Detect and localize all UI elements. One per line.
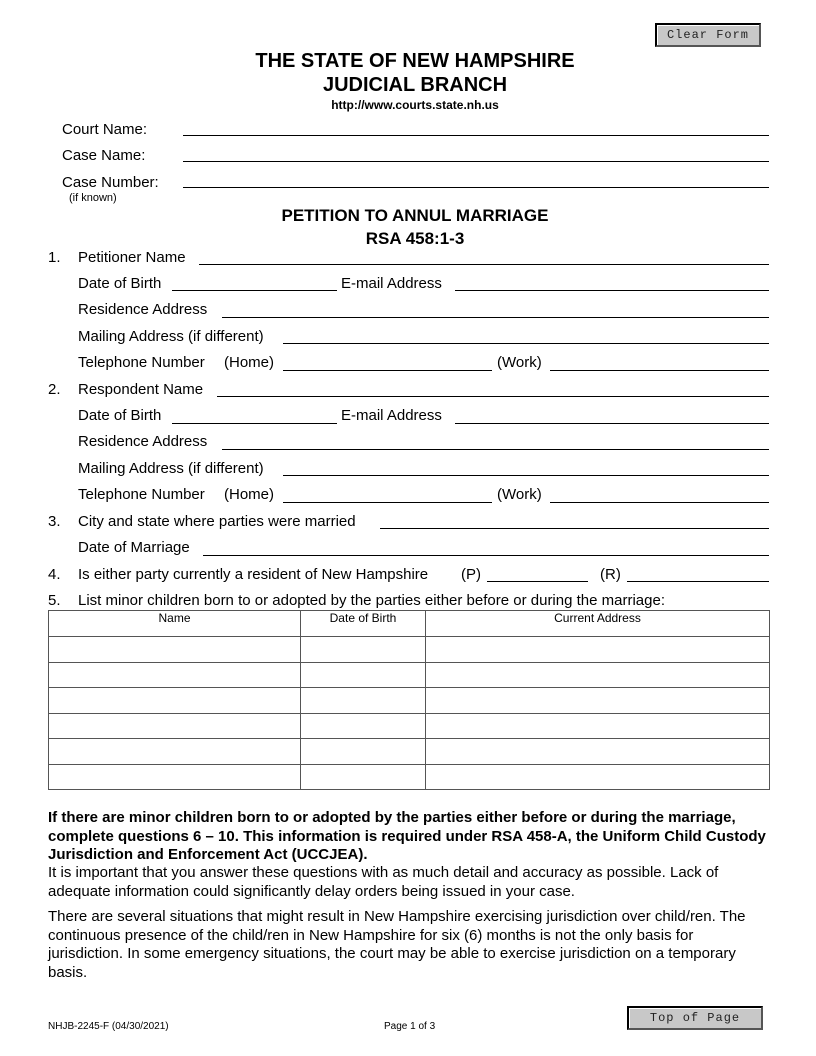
respondent-dob-label: Date of Birth	[78, 407, 162, 424]
form-title: PETITION TO ANNUL MARRIAGE	[281, 206, 549, 225]
table-row	[49, 662, 770, 688]
petitioner-residence-field[interactable]	[222, 317, 769, 318]
marriage-city-field[interactable]	[380, 528, 769, 529]
uccjea-notice: If there are minor children born to or adopted by the parties either before or during the marriage, complete questions 6 – 10. This information is required under RSA 458-A, the Uniform Child Custody Jurisdiction and Enforcement Act (UCCJEA).	[48, 809, 766, 863]
court-name-field[interactable]	[183, 135, 769, 136]
petitioner-email-label: E-mail Address	[341, 275, 442, 292]
accuracy-paragraph: It is important that you answer these questions with as much detail and accuracy as possible. Lack of adequate information could significantly delay orders being issued in your case.	[48, 864, 719, 900]
respondent-name-field[interactable]	[217, 396, 769, 397]
marriage-date-label: Date of Marriage	[78, 539, 190, 556]
respondent-dob-field[interactable]	[172, 423, 337, 424]
petitioner-name-label: Petitioner Name	[78, 249, 186, 266]
form-id: NHJB-2245-F (04/30/2021)	[48, 1021, 169, 1032]
q5-number: 5.	[48, 592, 61, 609]
case-number-label: Case Number:	[62, 174, 159, 191]
respondent-phone-label: Telephone Number	[78, 486, 205, 503]
petitioner-work-phone-field[interactable]	[550, 370, 769, 371]
child-dob-cell[interactable]	[301, 764, 426, 790]
respondent-home-phone-field[interactable]	[283, 502, 492, 503]
petitioner-work-label: (Work)	[497, 354, 542, 371]
petitioner-email-field[interactable]	[455, 290, 769, 291]
jurisdiction-paragraph: There are several situations that might result in New Hampshire exercising jurisdiction over child/ren. The continuous presence of the child/ren in New Hampshire for six (6) months is not the only basis for jurisdiction. In some emergency situations, the court may be able to exercise jurisdiction on a temporary basis.	[48, 908, 746, 981]
petitioner-mailing-field[interactable]	[283, 343, 769, 344]
residency-p-label: (P)	[461, 566, 481, 583]
form-rsa: RSA 458:1-3	[365, 229, 465, 248]
child-dob-cell[interactable]	[301, 637, 426, 663]
page-number: Page 1 of 3	[384, 1021, 436, 1032]
child-name-cell[interactable]	[49, 637, 301, 663]
child-address-cell[interactable]	[426, 739, 770, 765]
residency-r-field[interactable]	[627, 581, 769, 582]
residency-question: Is either party currently a resident of New Hampshire	[78, 566, 429, 583]
respondent-work-phone-field[interactable]	[550, 502, 769, 503]
clear-form-button[interactable]: Clear Form	[655, 23, 761, 47]
respondent-email-label: E-mail Address	[341, 407, 442, 424]
case-name-field[interactable]	[183, 161, 769, 162]
child-address-cell[interactable]	[426, 713, 770, 739]
respondent-email-field[interactable]	[455, 423, 769, 424]
child-name-cell[interactable]	[49, 688, 301, 714]
top-of-page-button[interactable]: Top of Page	[627, 1006, 763, 1030]
table-header-row	[49, 611, 770, 637]
branch-heading: JUDICIAL BRANCH	[322, 74, 508, 96]
petitioner-dob-label: Date of Birth	[78, 275, 162, 292]
table-row	[49, 739, 770, 765]
case-number-field[interactable]	[183, 187, 769, 188]
case-name-label: Case Name:	[62, 147, 146, 164]
residency-p-field[interactable]	[487, 581, 588, 582]
child-address-cell[interactable]	[426, 637, 770, 663]
child-address-cell[interactable]	[426, 662, 770, 688]
child-address-cell[interactable]	[426, 764, 770, 790]
child-dob-cell[interactable]	[301, 662, 426, 688]
child-dob-cell[interactable]	[301, 713, 426, 739]
children-table	[48, 610, 770, 790]
residency-r-label: (R)	[600, 566, 621, 583]
respondent-work-label: (Work)	[497, 486, 542, 503]
petitioner-home-label: (Home)	[224, 354, 275, 371]
column-header-dob: Date of Birth	[301, 611, 426, 637]
court-url: http://www.courts.state.nh.us	[331, 98, 499, 112]
q3-number: 3.	[48, 513, 61, 530]
column-header-address: Current Address	[426, 611, 770, 637]
child-name-cell[interactable]	[49, 662, 301, 688]
table-row	[49, 764, 770, 790]
child-dob-cell[interactable]	[301, 739, 426, 765]
child-name-cell[interactable]	[49, 713, 301, 739]
respondent-name-label: Respondent Name	[78, 381, 204, 398]
respondent-mailing-field[interactable]	[283, 475, 769, 476]
court-name-label: Court Name:	[62, 121, 148, 138]
petitioner-dob-field[interactable]	[172, 290, 337, 291]
respondent-mailing-label: Mailing Address (if different)	[78, 460, 264, 477]
respondent-residence-label: Residence Address	[78, 433, 208, 450]
child-name-cell[interactable]	[49, 764, 301, 790]
petitioner-residence-label: Residence Address	[78, 301, 208, 318]
marriage-date-field[interactable]	[203, 555, 769, 556]
petitioner-mailing-label: Mailing Address (if different)	[78, 328, 264, 345]
respondent-residence-field[interactable]	[222, 449, 769, 450]
q2-number: 2.	[48, 381, 61, 398]
q4-number: 4.	[48, 566, 61, 583]
if-known-note: (if known)	[69, 192, 117, 204]
table-row	[49, 713, 770, 739]
table-row	[49, 637, 770, 663]
petitioner-name-field[interactable]	[199, 264, 769, 265]
children-question: List minor children born to or adopted by the parties either before or during the marriage:	[78, 592, 665, 609]
table-row	[49, 688, 770, 714]
respondent-home-label: (Home)	[224, 486, 275, 503]
marriage-city-label: City and state where parties were married	[78, 513, 356, 530]
petitioner-home-phone-field[interactable]	[283, 370, 492, 371]
child-name-cell[interactable]	[49, 739, 301, 765]
q1-number: 1.	[48, 249, 61, 266]
child-address-cell[interactable]	[426, 688, 770, 714]
child-dob-cell[interactable]	[301, 688, 426, 714]
state-heading: THE STATE OF NEW HAMPSHIRE	[255, 50, 575, 72]
column-header-name: Name	[49, 611, 301, 637]
petitioner-phone-label: Telephone Number	[78, 354, 205, 371]
